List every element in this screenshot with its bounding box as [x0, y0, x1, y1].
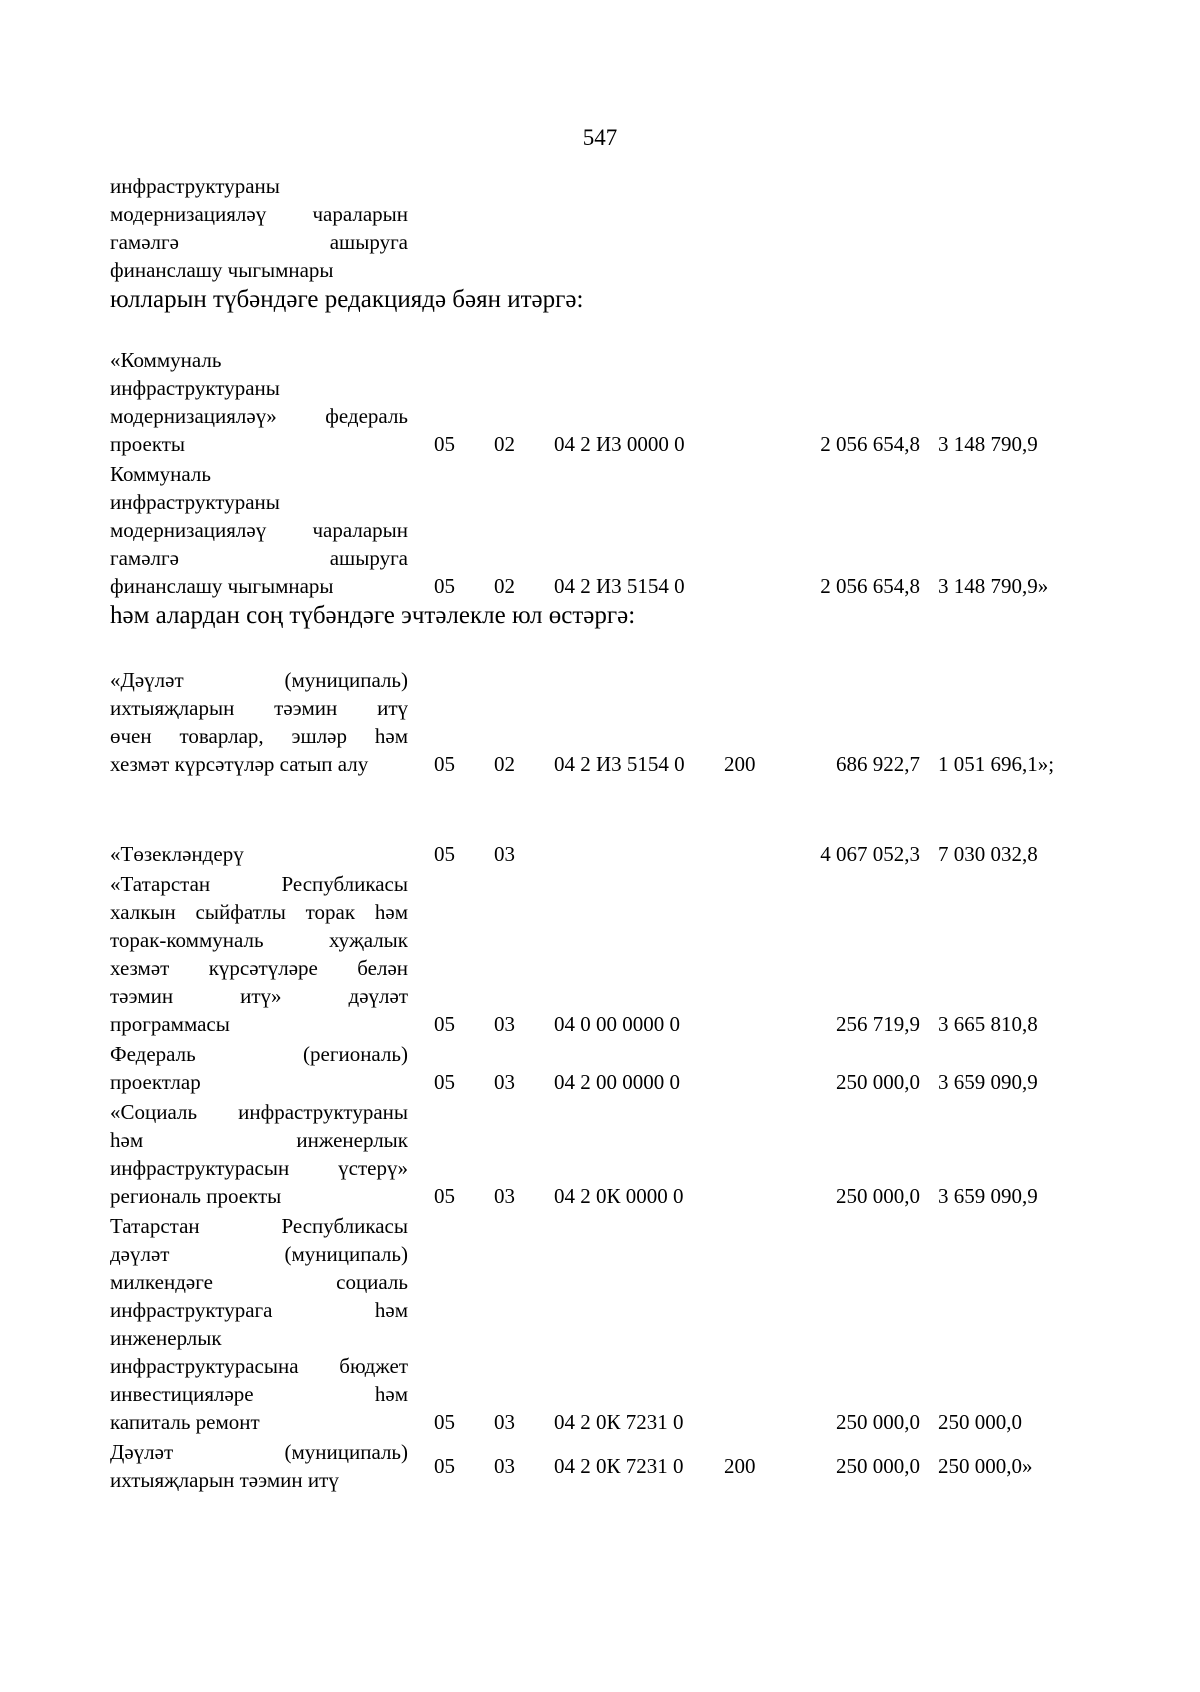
target-article-code: 04 2 И3 0000 0: [554, 432, 685, 456]
amount-year-1: 256 719,9: [836, 1012, 920, 1036]
target-article-code: 04 2 И3 5154 0: [554, 752, 685, 776]
description-line: Федераль (региональ): [110, 1042, 408, 1066]
instruction-replace: юлларын түбәндәге редакциядә бәян итәргә:: [110, 286, 584, 313]
amount-year-2: 3 148 790,9»: [938, 574, 1049, 598]
section-code: 05: [434, 1454, 455, 1478]
budget-table-replaced: [110, 346, 1130, 600]
table-row: [110, 1438, 1130, 1494]
section-code: 05: [434, 1012, 455, 1036]
target-article-code: 04 2 00 0000 0: [554, 1070, 680, 1094]
description-line: «Социаль инфраструктураны: [110, 1100, 408, 1124]
subsection-code: 02: [494, 432, 515, 456]
target-article-code: 04 2 И3 5154 0: [554, 574, 685, 598]
subsection-code: 02: [494, 752, 515, 776]
amount-year-1: 250 000,0: [836, 1410, 920, 1434]
description-line: программасы: [110, 1012, 230, 1036]
description-line: торак-коммуналь хуҗалык: [110, 928, 408, 952]
description-line: өчен товарлар, эшләр һәм: [110, 724, 408, 748]
subsection-code: 03: [494, 1454, 515, 1478]
section-code: 05: [434, 842, 455, 866]
instruction-add: һәм алардан соң түбәндәге эчтәлекле юл өстәргә:: [110, 602, 636, 629]
expense-type-code: 200: [724, 752, 756, 776]
intro-line: инфраструктураны: [110, 174, 280, 198]
intro-fragment: [110, 172, 1130, 284]
table-row: [110, 460, 1130, 600]
description-line: һәм инженерлык: [110, 1128, 408, 1152]
target-article-code: 04 2 0К 0000 0: [554, 1184, 684, 1208]
subsection-code: 03: [494, 842, 515, 866]
section-code: 05: [434, 432, 455, 456]
intro-line: модернизацияләү чараларын: [110, 202, 408, 226]
section-code: 05: [434, 1184, 455, 1208]
description-line: «Коммуналь: [110, 348, 222, 372]
subsection-code: 02: [494, 574, 515, 598]
row-description: [110, 346, 408, 458]
amount-year-1: 2 056 654,8: [820, 574, 920, 598]
table-row: [110, 1098, 1130, 1210]
amount-year-1: 2 056 654,8: [820, 432, 920, 456]
row-description: [110, 870, 408, 1038]
description-line: инфраструктурасын үстерү»: [110, 1156, 408, 1180]
row-description: [110, 1098, 408, 1210]
description-line: хезмәт күрсәтүләре белән: [110, 956, 408, 980]
description-line: инженерлык: [110, 1326, 222, 1350]
subsection-code: 03: [494, 1070, 515, 1094]
amount-year-1: 686 922,7: [836, 752, 920, 776]
description-line: хезмәт күрсәтүләр сатып алу: [110, 752, 369, 776]
table-row: [110, 1040, 1130, 1096]
description-line: ихтыяҗларын тәэмин итү: [110, 696, 408, 720]
budget-table-added: [110, 666, 1130, 778]
row-description: [110, 666, 408, 778]
target-article-code: 04 2 0К 7231 0: [554, 1410, 684, 1434]
description-line: «Төзекләндерү: [110, 842, 244, 866]
description-line: «Татарстан Республикасы: [110, 872, 408, 896]
description-line: милкендәге социаль: [110, 1270, 408, 1294]
section-code: 05: [434, 1070, 455, 1094]
amount-year-1: 250 000,0: [836, 1454, 920, 1478]
description-line: инфраструктураны: [110, 490, 280, 514]
description-line: халкын сыйфатлы торак һәм: [110, 900, 408, 924]
description-line: инвестицияләре һәм: [110, 1382, 408, 1406]
section-code: 05: [434, 574, 455, 598]
amount-year-2: 7 030 032,8: [938, 842, 1038, 866]
table-row: [110, 840, 1130, 868]
amount-year-1: 250 000,0: [836, 1184, 920, 1208]
subsection-code: 03: [494, 1184, 515, 1208]
section-code: 05: [434, 1410, 455, 1434]
description-line: «Дәүләт (муниципаль): [110, 668, 408, 692]
subsection-code: 03: [494, 1410, 515, 1434]
description-line: капиталь ремонт: [110, 1410, 260, 1434]
description-line: гамәлгә ашыруга: [110, 546, 408, 570]
amount-year-2: 250 000,0: [938, 1410, 1022, 1434]
target-article-code: 04 0 00 0000 0: [554, 1012, 680, 1036]
description-line: тәэмин итү» дәүләт: [110, 984, 408, 1008]
section-code: 05: [434, 752, 455, 776]
description-line: проектлар: [110, 1070, 201, 1094]
row-description: [110, 1212, 408, 1436]
amount-year-2: 3 659 090,9: [938, 1184, 1038, 1208]
budget-table-improvement: [110, 840, 1130, 1494]
page-number: 547: [582, 125, 618, 150]
amount-year-2: 3 148 790,9: [938, 432, 1038, 456]
description-line: модернизацияләү чараларын: [110, 518, 408, 542]
intro-line: гамәлгә ашыруга: [110, 230, 408, 254]
description-line: дәүләт (муниципаль): [110, 1242, 408, 1266]
table-row: [110, 666, 1130, 778]
amount-year-1: 250 000,0: [836, 1070, 920, 1094]
description-line: модернизацияләү» федераль: [110, 404, 408, 428]
amount-year-2: 3 665 810,8: [938, 1012, 1038, 1036]
description-line: проекты: [110, 432, 186, 456]
table-row: [110, 1212, 1130, 1436]
amount-year-2: 3 659 090,9: [938, 1070, 1038, 1094]
table-row: [110, 870, 1130, 1038]
description-line: региональ проекты: [110, 1184, 282, 1208]
description-line: Коммуналь: [110, 462, 211, 486]
description-line: Дәүләт (муниципаль): [110, 1440, 408, 1464]
row-description: [110, 1438, 408, 1494]
description-line: инфраструктурага һәм: [110, 1298, 408, 1322]
row-description: [110, 1040, 408, 1096]
subsection-code: 03: [494, 1012, 515, 1036]
row-description: [110, 840, 408, 868]
target-article-code: 04 2 0К 7231 0: [554, 1454, 684, 1478]
document-body: [110, 172, 1130, 1494]
description-line: Татарстан Республикасы: [110, 1214, 408, 1238]
description-line: финанслашу чыгымнары: [110, 574, 334, 598]
description-line: ихтыяҗларын тәэмин итү: [110, 1468, 339, 1492]
amount-year-1: 4 067 052,3: [820, 842, 920, 866]
amount-year-2: 1 051 696,1»;: [938, 752, 1055, 776]
row-description: [110, 460, 408, 600]
amount-year-2: 250 000,0»: [938, 1454, 1033, 1478]
description-line: инфраструктурасына бюджет: [110, 1354, 408, 1378]
description-line: инфраструктураны: [110, 376, 280, 400]
intro-line: финанслашу чыгымнары: [110, 258, 334, 282]
expense-type-code: 200: [724, 1454, 756, 1478]
table-row: [110, 346, 1130, 458]
